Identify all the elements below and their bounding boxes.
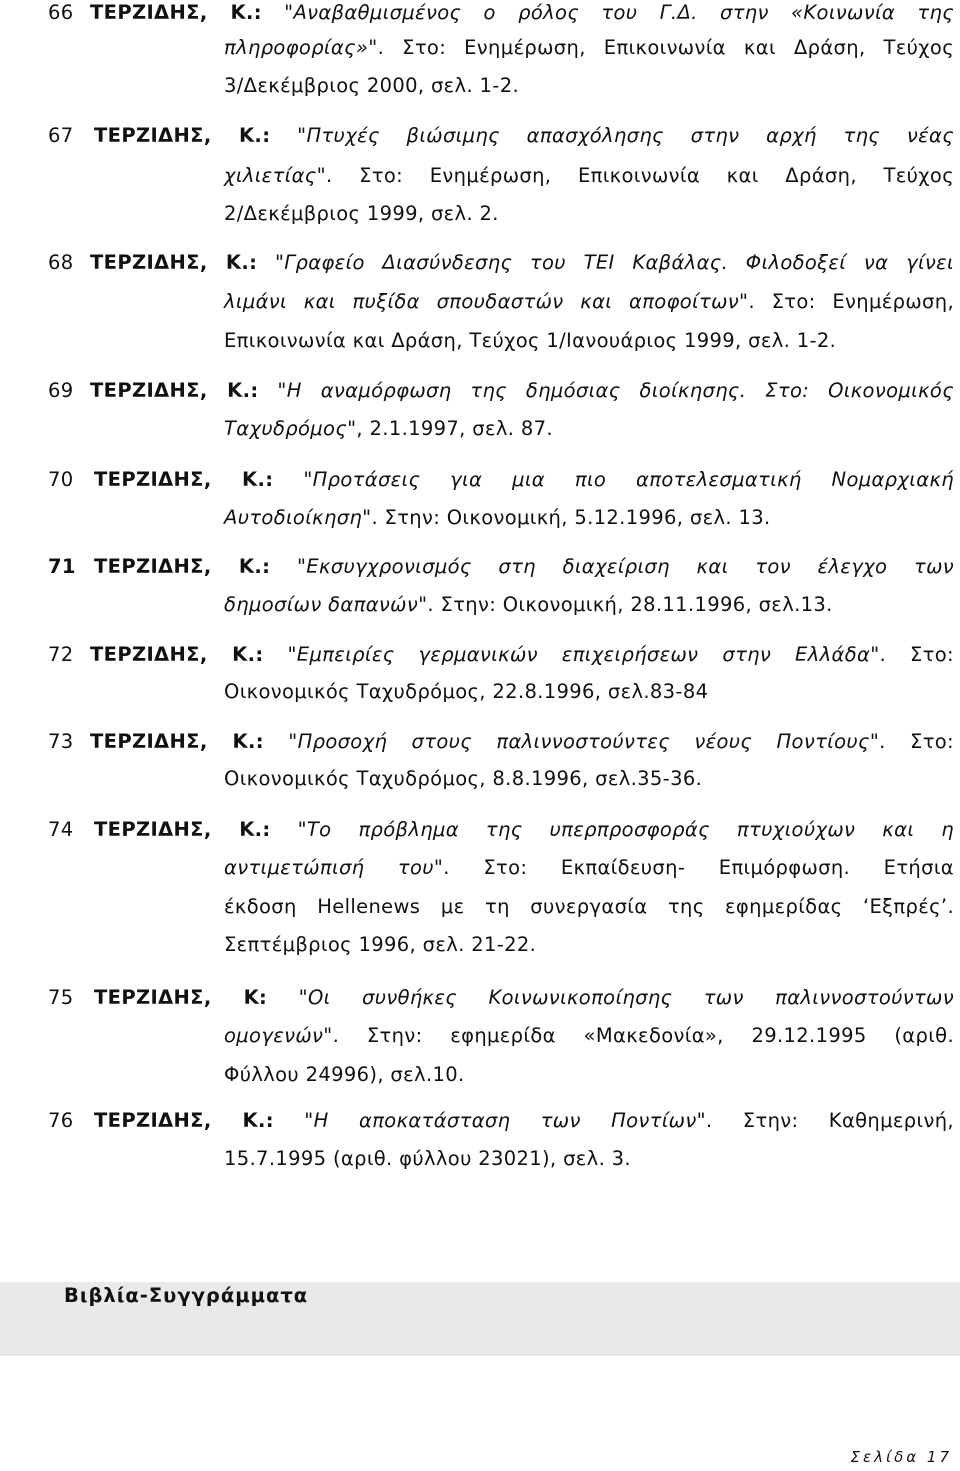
entry-author: ΤΕΡΖΙΔΗΣ, Κ.:	[90, 379, 259, 402]
entry-text: Οικονομικός Ταχυδρόμος, 22.8.1996, σελ.83-84	[224, 680, 709, 703]
entry-text: χιλιετίας". Στο: Ενημέρωση, Επικοινωνία και Δράση, Τεύχος	[224, 164, 954, 187]
entry-text: Ταχυδρόμος", 2.1.1997, σελ. 87.	[224, 417, 553, 440]
entry-number: 66	[48, 1, 74, 24]
entry-text: 2/Δεκέμβριος 1999, σελ. 2.	[224, 202, 499, 225]
entry-text: δημοσίων δαπανών". Στην: Οικονομική, 28.11.1996, σελ.13.	[224, 593, 833, 616]
entry-text: "Αναβαθμισμένος ο ρόλος του Γ.Δ. στην «Κοινωνία της	[284, 1, 954, 24]
entry-text: "Η αναμόρφωση της δημόσιας διοίκησης. Στο: Οικονομικός	[277, 379, 954, 402]
entry-number: 75	[48, 986, 74, 1009]
entry-text: Αυτοδιοίκηση". Στην: Οικονομική, 5.12.1996, σελ. 13.	[224, 506, 771, 529]
entry-number: 72	[48, 643, 74, 666]
entry-text: Οικονομικός Ταχυδρόμος, 8.8.1996, σελ.35-36.	[224, 767, 703, 790]
entry-author: ΤΕΡΖΙΔΗΣ, Κ.:	[90, 643, 264, 666]
entry-text: "Το πρόβλημα της υπερπροσφοράς πτυχιούχων και η	[297, 818, 954, 841]
entry-number: 67	[48, 124, 74, 147]
entry-text: "Εμπειρίες γερμανικών επιχειρήσεων στην Ελλάδα". Στο:	[287, 643, 954, 666]
entry-text: "Εκσυγχρονισμός στη διαχείριση και τον έλεγχο των	[296, 555, 954, 578]
entry-text: "Οι συνθήκες Κοινωνικοποίησης των παλιννοστούντων	[298, 986, 954, 1009]
entry-text: Επικοινωνία και Δράση, Τεύχος 1/Ιανουάριος 1999, σελ. 1-2.	[224, 329, 837, 352]
entry-author: ΤΕΡΖΙΔΗΣ, Κ.:	[94, 468, 274, 491]
entry-text: λιμάνι και πυξίδα σπουδαστών και αποφοίτων". Στο: Ενημέρωση,	[224, 290, 954, 313]
entry-author: ΤΕΡΖΙΔΗΣ, Κ.:	[94, 124, 271, 147]
entry-author: ΤΕΡΖΙΔΗΣ, Κ.:	[94, 555, 271, 578]
section-title: Βιβλία-Συγγράμματα	[64, 1284, 309, 1307]
entry-text: "Η αποκατάσταση των Ποντίων". Στην: Καθημερινή,	[304, 1109, 954, 1132]
entry-author: ΤΕΡΖΙΔΗΣ, Κ.:	[94, 1109, 274, 1132]
entry-number: 76	[48, 1109, 74, 1132]
entry-text: αντιμετώπισή του". Στο: Εκπαίδευση- Επιμόρφωση. Ετήσια	[224, 856, 954, 879]
entry-text: "Προτάσεις για μια πιο αποτελεσματική Νομαρχιακή	[303, 468, 955, 491]
entry-text: πληροφορίας»". Στο: Ενημέρωση, Επικοινωνία και Δράση, Τεύχος	[224, 36, 954, 59]
page-number: Σελίδα 17	[850, 1448, 952, 1466]
entry-number: 74	[48, 818, 74, 841]
entry-text: "Προσοχή στους παλιννοστούντες νέους Ποντίους". Στο:	[288, 730, 954, 753]
entry-number: 73	[48, 730, 74, 753]
entry-number: 69	[48, 379, 74, 402]
entry-text: 3/Δεκέμβριος 2000, σελ. 1-2.	[224, 74, 519, 97]
entry-number: 68	[48, 251, 74, 274]
entry-author: ΤΕΡΖΙΔΗΣ, Κ.:	[94, 818, 271, 841]
entry-text: "Γραφείο Διασύνδεσης του ΤΕΙ Καβάλας. Φιλοδοξεί να γίνει	[274, 251, 954, 274]
entry-author: ΤΕΡΖΙΔΗΣ, Κ.:	[90, 1, 262, 24]
entry-text: Φύλλου 24996), σελ.10.	[224, 1063, 465, 1086]
entry-text: Σεπτέμβριος 1996, σελ. 21-22.	[224, 933, 537, 956]
entry-number: 70	[48, 468, 74, 491]
entry-author: ΤΕΡΖΙΔΗΣ, Κ.:	[90, 251, 258, 274]
entry-text: 15.7.1995 (αριθ. φύλλου 23021), σελ. 3.	[224, 1147, 631, 1170]
entry-text: έκδοση Hellenews με τη συνεργασία της εφημερίδας ‘Εξπρές’.	[224, 895, 954, 918]
entry-author: ΤΕΡΖΙΔΗΣ, Κ.:	[90, 730, 264, 753]
entry-number: 71	[48, 555, 76, 578]
entry-author: ΤΕΡΖΙΔΗΣ, Κ:	[94, 986, 268, 1009]
entry-text: ομογενών". Στην: εφημερίδα «Μακεδονία», 29.12.1995 (αριθ.	[224, 1024, 954, 1047]
entry-text: "Πτυχές βιώσιμης απασχόλησης στην αρχή της νέας	[297, 124, 954, 147]
